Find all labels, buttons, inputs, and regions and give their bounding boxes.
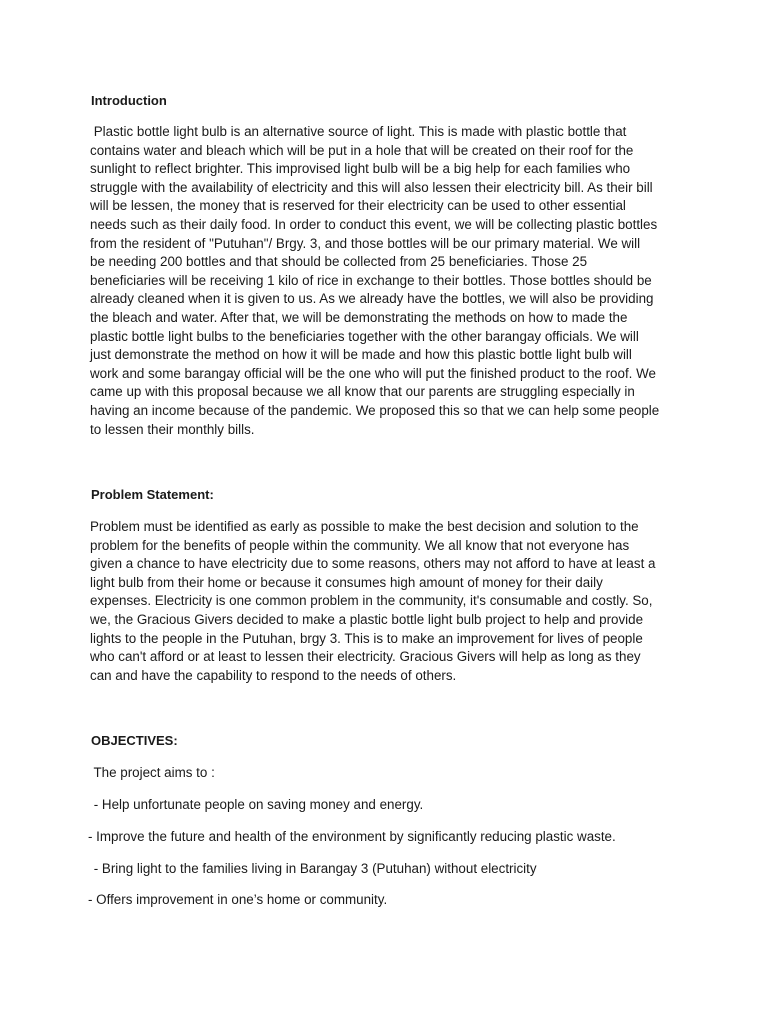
introduction-line: Plastic bottle light bulb is an alternative source of light. This is made with plastic bottle that — [90, 124, 627, 139]
objective-item: - Help unfortunate people on saving money and energy. — [90, 797, 424, 812]
problem-statement-line: expenses. Electricity is one common problem in the community, it's consumable and costly. So, — [90, 593, 653, 609]
introduction-line: contains water and bleach which will be put in a hole that will be created on their roof for the — [90, 142, 634, 158]
objective-item: - Bring light to the families living in Barangay 3 (Putuhan) without electricity — [90, 861, 537, 876]
problem-statement-line: problem for the benefits of people within the community. We all know that not everyone has — [90, 537, 630, 553]
introduction-line: came up with this proposal because we all know that our parents are struggling especially in — [90, 384, 635, 400]
introduction-line: having an income because of the pandemic. We proposed this so that we can help some people — [90, 402, 660, 418]
objectives-intro: The project aims to : — [90, 765, 215, 780]
introduction-line: sunlight to reflect brighter. This improvised light bulb will be a big help for each families who — [90, 161, 631, 177]
problem-statement-line: given a chance to have electricity due to some reasons, others may not afford to have at least a — [90, 556, 656, 572]
introduction-line: from the resident of "Putuhan"/ Brgy. 3, and those bottles will be our primary material. We will — [90, 235, 641, 251]
objective-item: - Improve the future and health of the environment by significantly reducing plastic waste. — [88, 829, 616, 844]
problem-statement-heading: Problem Statement: — [91, 487, 214, 502]
introduction-line: work and some barangay official will be the one who will put the finished product to the roof. We — [90, 365, 656, 381]
objectives-heading: OBJECTIVES: — [91, 733, 178, 748]
introduction-paragraph — [90, 123, 682, 439]
introduction-line: beneficiaries will be receiving 1 kilo of rice in exchange to their bottles. Those bottles should be — [90, 272, 652, 288]
problem-statement-line: who can't afford or at least to lessen their electricity. Gracious Givers will help as long as they — [90, 649, 641, 665]
introduction-line: just demonstrate the method on how it will be made and how this plastic bottle light bulb will — [90, 347, 632, 363]
introduction-heading: Introduction — [91, 93, 167, 108]
problem-statement-line: light bulb from their home or because it consumes high amount of money for their daily — [90, 574, 603, 590]
introduction-line: be needing 200 bottles and that should be collected from 25 beneficiaries. Those 25 — [90, 254, 588, 270]
introduction-line: struggle with the availability of electricity and this will also lessen their electricity bill. As their bill — [90, 179, 653, 195]
introduction-line: needs such as their daily food. In order to conduct this event, we will be collecting plastic bottles — [90, 216, 658, 232]
problem-statement-line: lights to the people in the Putuhan, brgy 3. This is to make an improvement for lives of people — [90, 630, 643, 646]
introduction-line: the bleach and water. After that, we will be demonstrating the methods on how to made the — [90, 309, 628, 325]
problem-statement-paragraph — [90, 518, 682, 685]
introduction-line: to lessen their monthly bills. — [90, 421, 255, 437]
problem-statement-line: we, the Gracious Givers decided to make a plastic bottle light bulb project to help and provide — [90, 611, 644, 627]
introduction-line: plastic bottle light bulbs to the beneficiaries together with the other barangay officials. We will — [90, 328, 639, 344]
problem-statement-line: can and have the capability to respond to the needs of others. — [90, 667, 457, 683]
objective-item: - Offers improvement in one’s home or community. — [88, 892, 388, 907]
problem-statement-line: Problem must be identified as early as possible to make the best decision and solution to the — [90, 519, 639, 534]
introduction-line: will be lessen, the money that is reserved for their electricity can be used to other essential — [90, 198, 626, 214]
introduction-line: already cleaned when it is given to us. As we already have the bottles, we will also be providing — [90, 291, 654, 307]
